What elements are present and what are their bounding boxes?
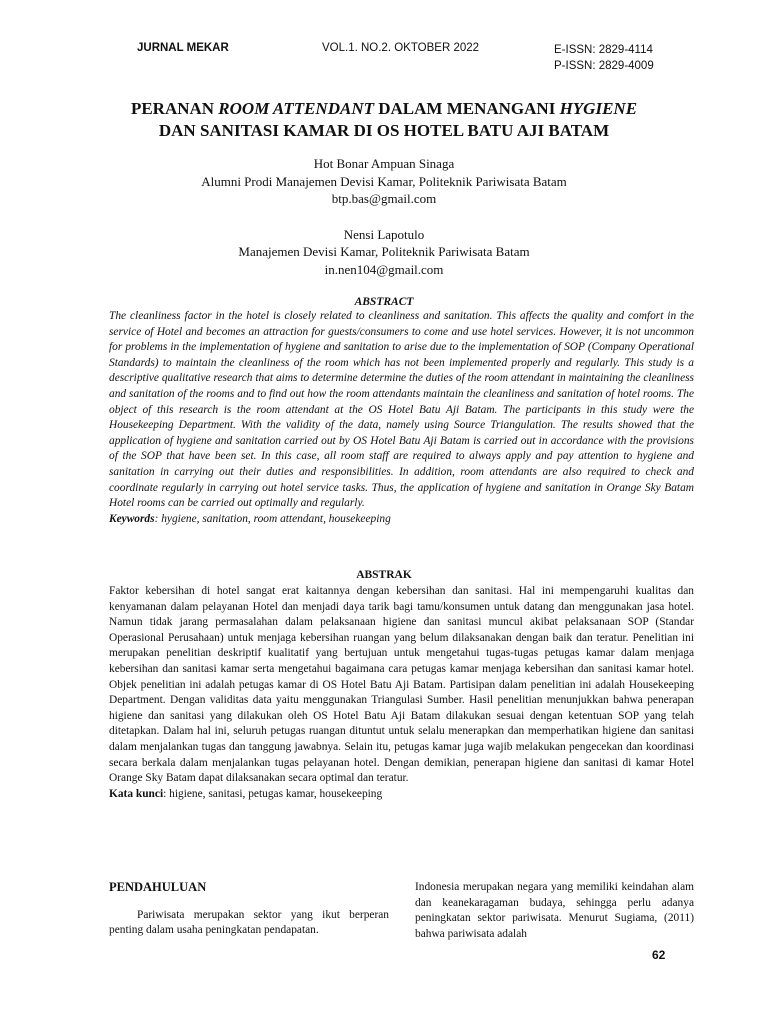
abstract-text: The cleanliness factor in the hotel is closely related to cleanliness and sanitation. This affects the quality and comfort in the service of Hotel and becomes an attraction for guests/consumers to come and use hotel services. However, it is not uncommon for problems in the implementation of hygiene and sanitation to arise due to the implementation of SOP (Company Operational Standards) to maintain the cleanliness of the room which has not been implemented properly and regularly. This study is a descriptive qualitative research that aims to determine determine the duties of the room attendant in maintaining the cleanliness and sanitation of the rooms and to find out how the room attendants maintain the cleanliness and sanitation of hotel rooms. The object of this research is the room attendant at the OS Hotel Batu Aji Batam. The participants in this study were the Housekeeping Department. With the validity of the data, namely using Source Triangulation. The results showed that the application of hygiene and sanitation carried out by OS Hotel Batu Aji Batam is carried out in accordance with the provisions of the SOP that have been set. In this case, all room staff are required to always apply and pay attention to hygiene and sanitation in carrying out their duties and responsibilities. In addition, room attendants are also required to check and coordinate regularly in carrying out hotel service tasks. Thus, the application of hygiene and sanitation in Orange Sky Batam Hotel rooms can be carried out optimally and regularly. <box>109 310 694 510</box>
paper-title <box>60 98 708 142</box>
section-heading: PENDAHULUAN <box>109 880 207 894</box>
author-email: in.nen104@gmail.com <box>324 261 444 277</box>
author-affiliation: Manajemen Devisi Kamar, Politeknik Pariwisata Batam <box>238 244 530 259</box>
issn-block <box>554 42 654 74</box>
title-part: DALAM MENANGANI <box>374 99 560 118</box>
kata-kunci-text: : higiene, sanitasi, petugas kamar, housekeeping <box>163 787 383 800</box>
journal-header <box>0 42 768 82</box>
body-columns <box>109 880 694 940</box>
kata-kunci-label: Kata kunci <box>109 787 164 800</box>
author-name: Nensi Lapotulo <box>343 226 425 242</box>
title-line-2: DAN SANITASI KAMAR DI OS HOTEL BATU AJI BATAM <box>158 121 610 140</box>
left-column <box>109 880 389 939</box>
title-part-italic: ROOM ATTENDANT <box>218 99 374 118</box>
author-email: btp.bas@gmail.com <box>331 191 437 206</box>
journal-volume: VOL.1. NO.2. OKTOBER 2022 <box>322 42 480 54</box>
title-part: PERANAN <box>130 99 219 118</box>
page-number: 62 <box>652 948 666 962</box>
keywords-text: : hygiene, sanitation, room attendant, housekeeping <box>154 512 391 525</box>
intro-paragraph: Pariwisata merupakan sektor yang ikut berperan penting dalam usaha peningkatan pendapatan. <box>109 908 389 937</box>
abstrak-text: Faktor kebersihan di hotel sangat erat kaitannya dengan kebersihan dan sanitasi. Hal ini mempengaruhi kualitas dan kenyamanan dalam pelayanan Hotel dan menjadi daya tarik bagi tamu/konsumen untuk datang dan menggunakan jasa hotel. Namun tidak jarang permasalahan dalam pelaksanaan higiene dan sanitasi muncul akibat pelaksanaan SOP (Standar Operasional Perusahaan) untuk menjaga kebersihan ruangan yang belum dilaksanakan dengan baik dan teratur. Penelitian ini merupakan penelitian deskriptif kualitatif yang bertujuan untuk mengetahui tugas-tugas petugas kamar dalam menjaga kebersihan dan sanitasi kamar serta mengetahui bagaimana cara petugas kamar menjaga kebersihan dan sanitasi kamar hotel. Objek penelitian ini adalah petugas kamar di OS Hotel Batu Aji Batam. Partisipan dalam penelitian ini adalah Housekeeping Department. Dengan validitas data yaitu menggunakan Triangulasi Sumber. Hasil penelitian menunjukkan bahwa penerapan higiene dan sanitasi yang dilakukan oleh OS Hotel Batu Aji Batam dilakukan sesuai dengan ketentuan SOP yang telah ditetapkan. Dalam hal ini, seluruh petugas ruangan dituntut untuk selalu menerapkan dan memperhatikan higiene dan sanitasi dalam menjalankan tugas dan tanggung jawabnya. Selain itu, petugas kamar juga wajib melakukan pengecekan dan koordinasi secara berkala dalam menjalankan tugas pelayanan hotel. Dengan demikian, penerapan higiene dan sanitasi di kamar Hotel Orange Sky Batam dapat dilaksanakan secara optimal dan teratur. <box>109 585 694 785</box>
author-block <box>60 155 708 278</box>
abstrak-heading: ABSTRAK <box>356 569 412 581</box>
author-name: Hot Bonar Ampuan Sinaga <box>313 156 455 171</box>
intro-paragraph-continued: Indonesia merupakan negara yang memiliki keindahan alam dan keanekaragaman budaya, sehingga perlu adanya peningkatan sektor pariwisata. Menurut Sugiama, (2011) bahwa pariwisata adalah <box>415 881 694 940</box>
pissn: P-ISSN: 2829-4009 <box>554 60 654 72</box>
abstract-heading: ABSTRACT <box>354 296 414 308</box>
eissn: E-ISSN: 2829-4114 <box>554 44 653 56</box>
journal-name: JURNAL MEKAR <box>137 42 229 54</box>
keywords-label: Keywords <box>109 512 155 525</box>
title-line-1 <box>60 98 708 120</box>
abstract-english <box>109 309 694 527</box>
author-affiliation: Alumni Prodi Manajemen Devisi Kamar, Politeknik Pariwisata Batam <box>201 173 567 189</box>
abstract-indonesian <box>109 584 694 802</box>
right-column <box>415 880 694 942</box>
title-part-italic: HYGIENE <box>559 99 638 118</box>
